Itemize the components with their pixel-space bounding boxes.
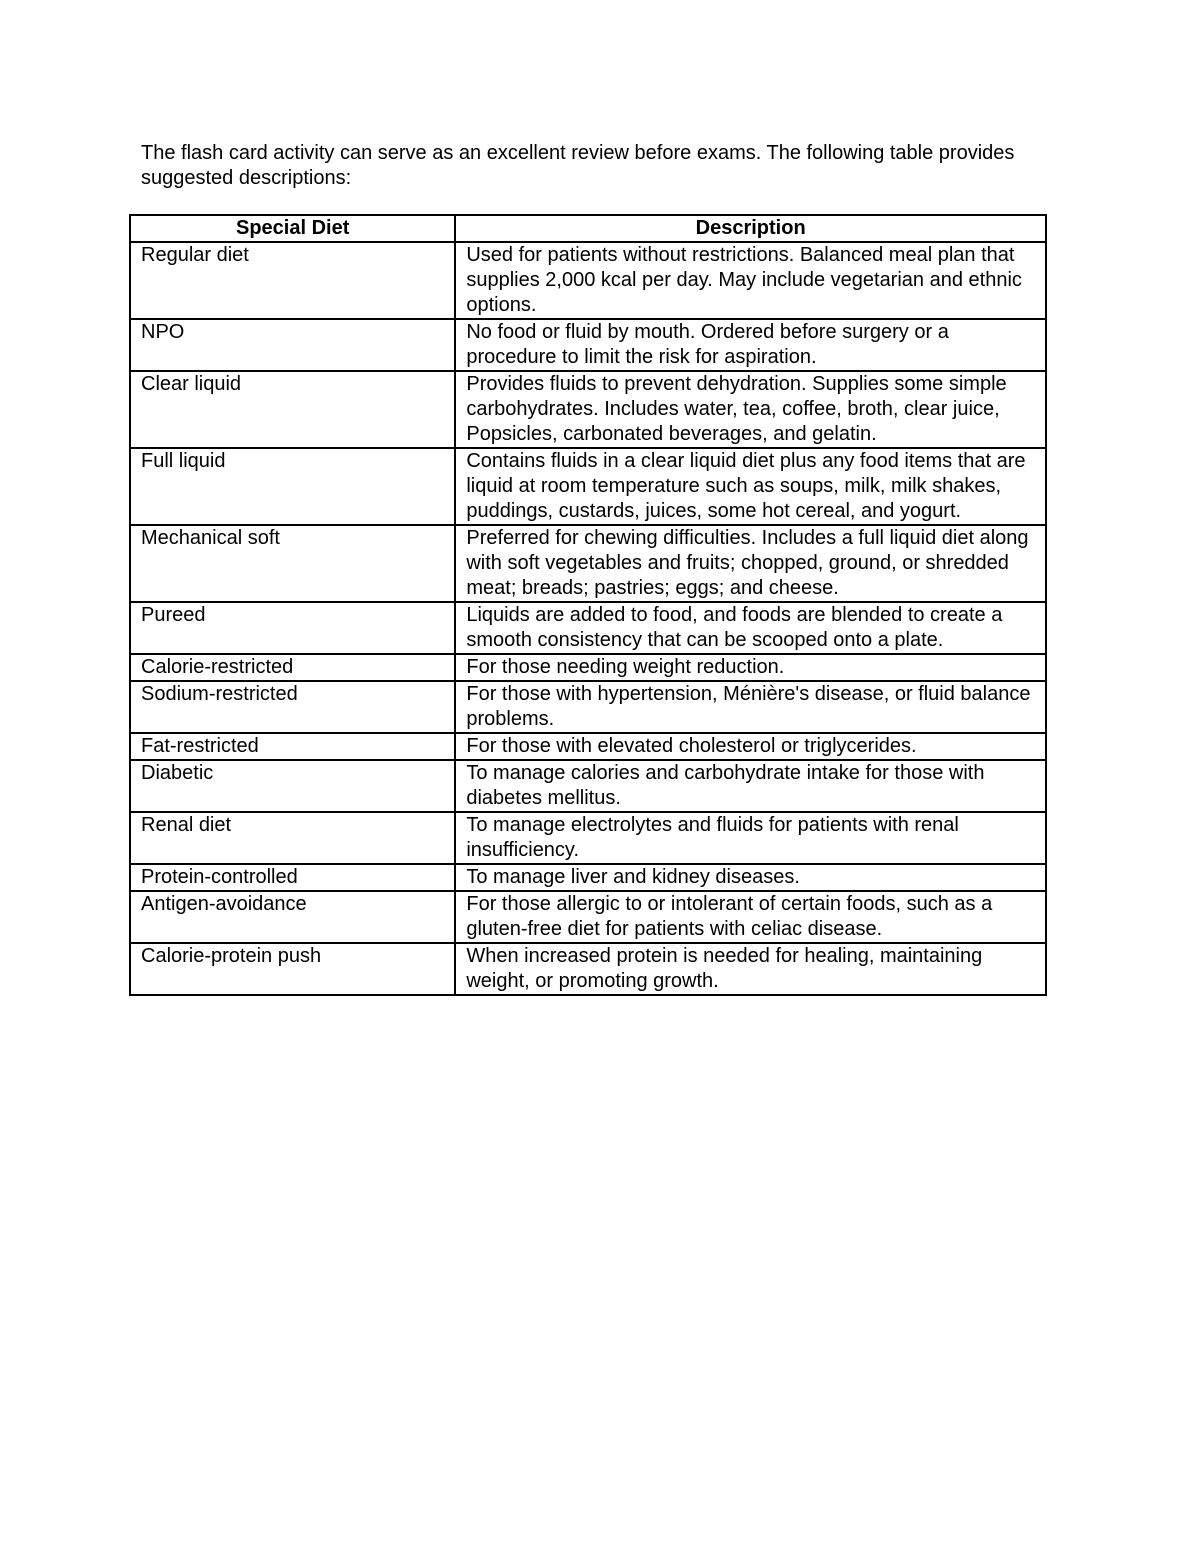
diet-name-cell: Calorie-protein push [130,943,455,995]
diet-description-cell: For those with elevated cholesterol or triglycerides. [455,733,1046,760]
diet-description-cell: To manage liver and kidney diseases. [455,864,1046,891]
diet-description-cell: For those needing weight reduction. [455,654,1046,681]
diet-description-cell: For those with hypertension, Ménière's disease, or fluid balance problems. [455,681,1046,733]
diet-name-cell: Renal diet [130,812,455,864]
special-diet-table [129,214,1047,996]
diet-description-cell: Preferred for chewing difficulties. Includes a full liquid diet along with soft vegetables and fruits; chopped, ground, or shredded meat; breads; pastries; eggs; and cheese. [455,525,1046,602]
table-row [130,943,1046,995]
diet-description-cell: No food or fluid by mouth. Ordered before surgery or a procedure to limit the risk for aspiration. [455,319,1046,371]
diet-description-cell: When increased protein is needed for healing, maintaining weight, or promoting growth. [455,943,1046,995]
header-description: Description [455,215,1046,242]
table-row [130,760,1046,812]
table-row [130,733,1046,760]
diet-description-cell: To manage electrolytes and fluids for patients with renal insufficiency. [455,812,1046,864]
table-row [130,602,1046,654]
diet-description-cell: Liquids are added to food, and foods are blended to create a smooth consistency that can be scooped onto a plate. [455,602,1046,654]
header-special-diet: Special Diet [130,215,455,242]
diet-description-cell: To manage calories and carbohydrate intake for those with diabetes mellitus. [455,760,1046,812]
table-row [130,242,1046,319]
diet-name-cell: Calorie-restricted [130,654,455,681]
diet-name-cell: Protein-controlled [130,864,455,891]
diet-name-cell: Regular diet [130,242,455,319]
diet-description-cell: Provides fluids to prevent dehydration. Supplies some simple carbohydrates. Includes water, tea, coffee, broth, clear juice, Popsicles, carbonated beverages, and gelatin. [455,371,1046,448]
table-row [130,525,1046,602]
table-body [130,242,1046,995]
diet-name-cell: NPO [130,319,455,371]
diet-name-cell: Diabetic [130,760,455,812]
diet-description-cell: Contains fluids in a clear liquid diet plus any food items that are liquid at room temperature such as soups, milk, milk shakes, puddings, custards, juices, some hot cereal, and yogurt. [455,448,1046,525]
table-row [130,681,1046,733]
table-header-row [130,215,1046,242]
table-row [130,371,1046,448]
diet-name-cell: Antigen-avoidance [130,891,455,943]
diet-description-cell: Used for patients without restrictions. Balanced meal plan that supplies 2,000 kcal per day. May include vegetarian and ethnic options. [455,242,1046,319]
diet-name-cell: Mechanical soft [130,525,455,602]
intro-paragraph: The flash card activity can serve as an excellent review before exams. The following table provides suggested descriptions: [141,142,1015,189]
table-row [130,654,1046,681]
table-row [130,812,1046,864]
diet-name-cell: Clear liquid [130,371,455,448]
diet-name-cell: Sodium-restricted [130,681,455,733]
diet-name-cell: Full liquid [130,448,455,525]
table-row [130,448,1046,525]
table-row [130,319,1046,371]
diet-description-cell: For those allergic to or intolerant of certain foods, such as a gluten-free diet for patients with celiac disease. [455,891,1046,943]
diet-name-cell: Fat-restricted [130,733,455,760]
diet-name-cell: Pureed [130,602,455,654]
table-row [130,891,1046,943]
table-row [130,864,1046,891]
